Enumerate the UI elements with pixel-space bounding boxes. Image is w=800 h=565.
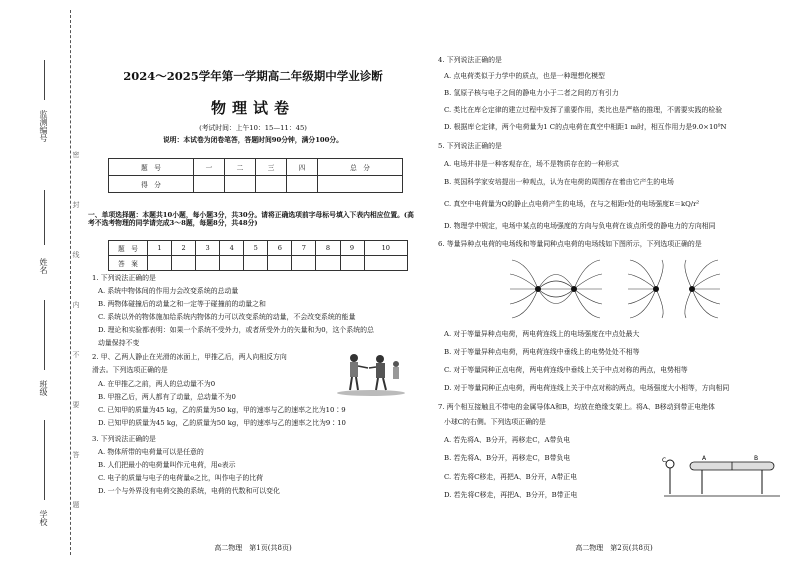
question-line: A. 电场并非是一种客观存在，场不是物质存在的一种形式 [444, 160, 619, 168]
answer-label: 答 案 [109, 256, 148, 271]
question-line: B. 人们把最小的电荷量叫作元电荷，用e表示 [98, 461, 236, 469]
question-line: C. 电子的质量与电子的电荷量e之比，叫作电子的比荷 [98, 474, 264, 482]
question-line: B. 若先将A、B分开，再移走C，B带负电 [444, 454, 571, 462]
answer-input[interactable] [196, 256, 220, 271]
question-line: C. 对于等量同种正点电荷，两电荷连线中垂线上关于中点对称的两点，电势相等 [444, 366, 688, 374]
question-line: 5. 下列说法正确的是 [438, 142, 502, 150]
opposite-charges-field-figure [508, 258, 604, 320]
answer-input[interactable] [148, 256, 172, 271]
question-line: 7. 两个相互接触且不带电的金属导体A和B，均放在绝缘支架上。将A、B移动到带正电绝体 [438, 403, 715, 411]
question-line: A. 若先将A、B分开，再移走C，A带负电 [444, 436, 571, 444]
svg-text:B: B [754, 455, 759, 462]
question-line: A. 物体所带的电荷量可以是任意的 [98, 448, 204, 456]
margin-label-class: 班级 [39, 380, 48, 396]
question-line: 滑去。下列选项正确的是 [92, 366, 168, 374]
score-table [108, 158, 403, 193]
score-cell: 二 [224, 159, 255, 176]
question-line: D. 已知甲的质量为45 kg，乙的质量为50 kg，甲的速率与乙的速率之比为9∶10 [98, 419, 346, 427]
question-line: A. 对于等量异种点电荷，两电荷连线上的电场强度在中点处最大 [444, 330, 640, 338]
question-line: 动量保持不变 [98, 339, 140, 347]
page-1 [88, 0, 418, 565]
conductors-figure [662, 452, 782, 500]
score-input[interactable] [318, 176, 403, 193]
seal-char: 题 [72, 501, 80, 509]
question-line: D. 根据库仑定律，两个电荷量为1 C的点电荷在真空中相距1 m时，相互作用力是9.0×10⁹N [444, 123, 727, 131]
margin-label-school: 学校 [39, 510, 48, 526]
subject-title: 物理试卷 [210, 99, 295, 117]
score-input[interactable] [193, 176, 224, 193]
answer-header: 9 [340, 241, 364, 256]
margin-line [44, 300, 45, 370]
margin-line [44, 190, 45, 245]
answer-header: 8 [316, 241, 340, 256]
question-line: D. 对于等量同种正点电荷，两电荷连线上关于中点对称的两点，电场强度大小相等，方向相同 [444, 384, 730, 392]
seal-char: 封 [72, 201, 80, 209]
question-line: A. 系统中物体间的作用力会改变系统的总动量 [98, 287, 239, 295]
question-line: 1. 下列说法正确的是 [92, 274, 156, 282]
answer-input[interactable] [244, 256, 268, 271]
binding-margin [0, 0, 80, 565]
score-input[interactable] [224, 176, 255, 193]
question-line: 2. 甲、乙两人静止在光滑的冰面上，甲推乙后，两人向相反方向 [92, 353, 287, 361]
answer-header: 4 [220, 241, 244, 256]
seal-char: 要 [72, 401, 80, 409]
question-line: B. 氢原子核与电子之间的静电力小于二者之间的万有引力 [444, 89, 619, 97]
seal-char: 线 [72, 251, 80, 259]
question-line: B. 英国科学家安培提出一种观点，认为在电荷的周围存在着由它产生的电场 [444, 178, 674, 186]
seal-char: 不 [72, 351, 80, 359]
answer-header: 10 [364, 241, 407, 256]
question-line: 4. 下列说法正确的是 [438, 56, 502, 64]
answer-input[interactable] [220, 256, 244, 271]
exam-title: 2024～2025学年第一学期高二年级期中学业诊断 [123, 69, 383, 83]
answer-header: 7 [292, 241, 316, 256]
question-line: C. 若先将C移走，再把A、B分开，A带正电 [444, 473, 578, 481]
question-line: C. 真空中电荷量为Q的静止点电荷产生的电场，在与之相距r处的电场强度E＝kQ/r² [444, 200, 700, 208]
question-line: D. 理论和实验都表明：如果一个系统不受外力，或者所受外力的矢量和为0，这个系统的总 [98, 326, 374, 334]
svg-text:A: A [702, 455, 707, 462]
question-line: D. 物理学中规定，电场中某点的电场强度的方向与负电荷在该点所受的静电力的方向相同 [444, 222, 716, 230]
answer-input[interactable] [292, 256, 316, 271]
exam-note: 说明：本试卷为闭卷笔答，答题时间90分钟，满分100分。 [163, 136, 343, 144]
like-charges-field-figure [626, 258, 722, 320]
question-line: A. 在甲推乙之前，两人的总动量不为0 [98, 380, 216, 388]
answer-input[interactable] [268, 256, 292, 271]
svg-text:C: C [662, 457, 667, 464]
question-line: 6. 等量异种点电荷的电场线和等量同种点电荷的电场线如下图所示，下列选项正确的是 [438, 240, 702, 248]
answer-input[interactable] [340, 256, 364, 271]
question-line: B. 甲推乙后，两人都有了动量，总动量不为0 [98, 393, 236, 401]
score-cell: 题 号 [109, 159, 194, 176]
exam-time: (考试时间：上午10：15—11：45) [199, 124, 307, 132]
page-2 [438, 0, 790, 565]
answer-header: 3 [196, 241, 220, 256]
page-footer: 高二物理 第2页(共8页) [575, 544, 653, 552]
score-cell: 总 分 [318, 159, 403, 176]
section1-intro: 一、单项选择题：本题共10小题，每小题3分，共30分。请将正确选项前字母标号填入下表内相应位置。(高考不选考物理的同学请完成3～8题，每题8分，共48分) [88, 211, 414, 227]
ice-skaters-figure [336, 350, 406, 396]
margin-line [44, 60, 45, 100]
answer-input[interactable] [316, 256, 340, 271]
margin-label-exam-number: 监测编号 [39, 110, 48, 142]
score-input[interactable] [255, 176, 286, 193]
question-line: D. 若先将C移走，再把A、B分开，B带正电 [444, 491, 578, 499]
answer-table [108, 240, 408, 271]
answer-header: 2 [172, 241, 196, 256]
question-line: C. 类比在库仑定律的建立过程中发挥了重要作用，类比也是严格的推理，不需要实践的检验 [444, 106, 723, 114]
question-line: C. 系统以外的物体施加给系统内物体的力可以改变系统的动量，不会改变系统的能量 [98, 313, 356, 321]
seal-dashed-line [70, 10, 71, 555]
question-line: B. 两物体碰撞后的动量之和一定等于碰撞前的动量之和 [98, 300, 266, 308]
score-cell: 得 分 [109, 176, 194, 193]
question-line: 3. 下列说法正确的是 [92, 435, 156, 443]
answer-header: 题 号 [109, 241, 148, 256]
margin-label-name: 姓名 [39, 258, 48, 274]
seal-char: 密 [72, 151, 80, 159]
seal-char: 答 [72, 451, 80, 459]
score-cell: 四 [287, 159, 318, 176]
margin-line [44, 420, 45, 500]
answer-input[interactable] [364, 256, 407, 271]
answer-header: 1 [148, 241, 172, 256]
answer-header: 5 [244, 241, 268, 256]
answer-header: 6 [268, 241, 292, 256]
question-line: A. 点电荷类似于力学中的质点，也是一种理想化模型 [444, 72, 605, 80]
question-line: D. 一个与外界没有电荷交换的系统，电荷的代数和可以变化 [98, 487, 280, 495]
answer-input[interactable] [172, 256, 196, 271]
seal-char: 内 [72, 301, 80, 309]
score-cell: 一 [193, 159, 224, 176]
question-line: C. 已知甲的质量为45 kg，乙的质量为50 kg，甲的速率与乙的速率之比为10∶9 [98, 406, 346, 414]
score-cell: 三 [255, 159, 286, 176]
page-footer: 高二物理 第1页(共8页) [214, 544, 292, 552]
question-line: B. 对于等量异种点电荷，两电荷连线中垂线上的电势处处不相等 [444, 348, 640, 356]
question-line: 小球C的右侧。下列选项正确的是 [444, 418, 546, 426]
score-input[interactable] [287, 176, 318, 193]
